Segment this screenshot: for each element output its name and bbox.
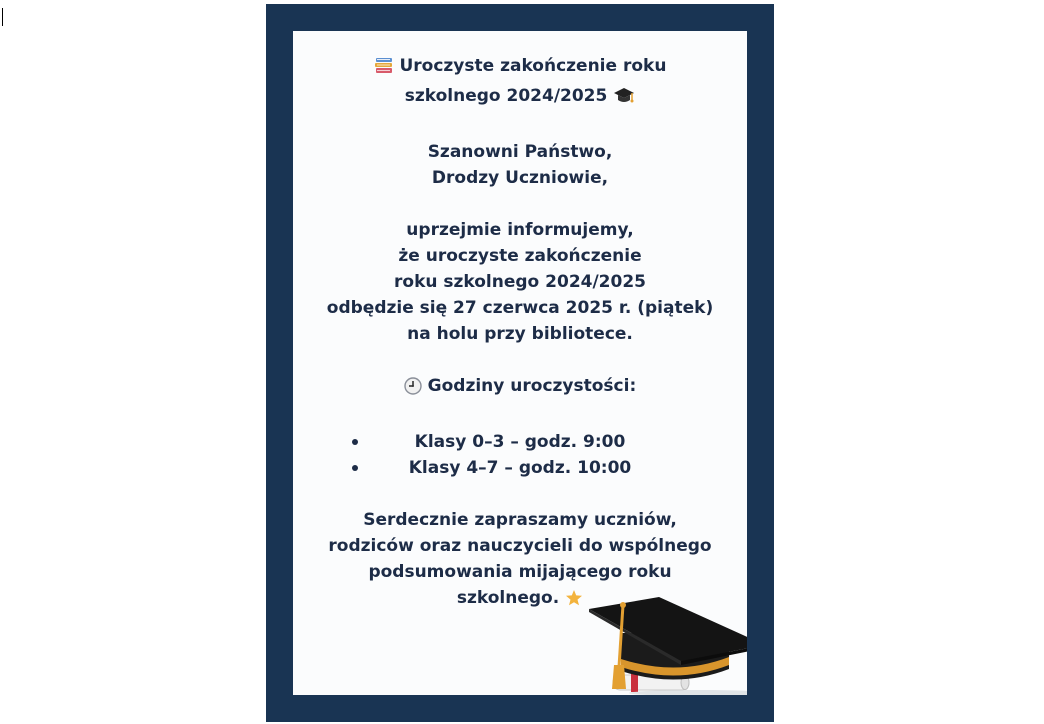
info-line-3: roku szkolnego 2024/2025 xyxy=(394,272,646,292)
spacer xyxy=(293,403,747,429)
spacer xyxy=(293,481,747,507)
info-line-5: na holu przy bibliotece. xyxy=(407,324,633,344)
poster-sheet xyxy=(293,31,747,695)
text-cursor xyxy=(2,8,3,26)
announcement-title-line-1 xyxy=(293,31,747,83)
info-line-4: odbędzie się 27 czerwca 2025 r. (piątek) xyxy=(326,298,714,318)
hours-list xyxy=(293,429,747,481)
info-line-2: że uroczyste zakończenie xyxy=(398,246,642,266)
invitation-line-2: rodziców oraz nauczycieli do wspólnego xyxy=(328,536,712,556)
announcement-poster xyxy=(266,4,774,722)
announcement-text xyxy=(293,31,747,615)
graduation-cap-icon xyxy=(613,87,635,113)
spacer xyxy=(293,113,747,139)
bullet-icon xyxy=(352,465,358,471)
info-line-1: uprzejmie informujemy, xyxy=(406,220,634,240)
graduation-cap-illustration xyxy=(589,597,747,695)
invitation-line-1: Serdecznie zapraszamy uczniów, xyxy=(363,510,677,530)
spacer xyxy=(293,347,747,373)
books-icon xyxy=(374,57,394,83)
star-icon xyxy=(565,589,583,615)
greeting-line-1: Szanowni Państwo, xyxy=(427,142,613,162)
hours-heading xyxy=(293,373,747,403)
list-item xyxy=(293,455,747,481)
hours-item-1: Klasy 0–3 – godz. 9:00 xyxy=(414,432,626,452)
greeting-line-2: Drodzy Uczniowie, xyxy=(431,168,609,188)
invitation-line-3: podsumowania mijającego roku xyxy=(368,562,672,582)
invitation-text-4: szkolnego. xyxy=(456,588,560,608)
hours-heading-text: Godziny uroczystości: xyxy=(427,376,637,396)
title-text-1: Uroczyste zakończenie roku xyxy=(399,56,667,76)
bullet-icon xyxy=(352,439,358,445)
announcement-title-line-2 xyxy=(293,83,747,113)
clock-icon xyxy=(404,377,422,403)
list-item xyxy=(293,429,747,455)
spacer xyxy=(293,191,747,217)
title-text-2: szkolnego 2024/2025 xyxy=(404,86,608,106)
hours-item-2: Klasy 4–7 – godz. 10:00 xyxy=(408,458,632,478)
